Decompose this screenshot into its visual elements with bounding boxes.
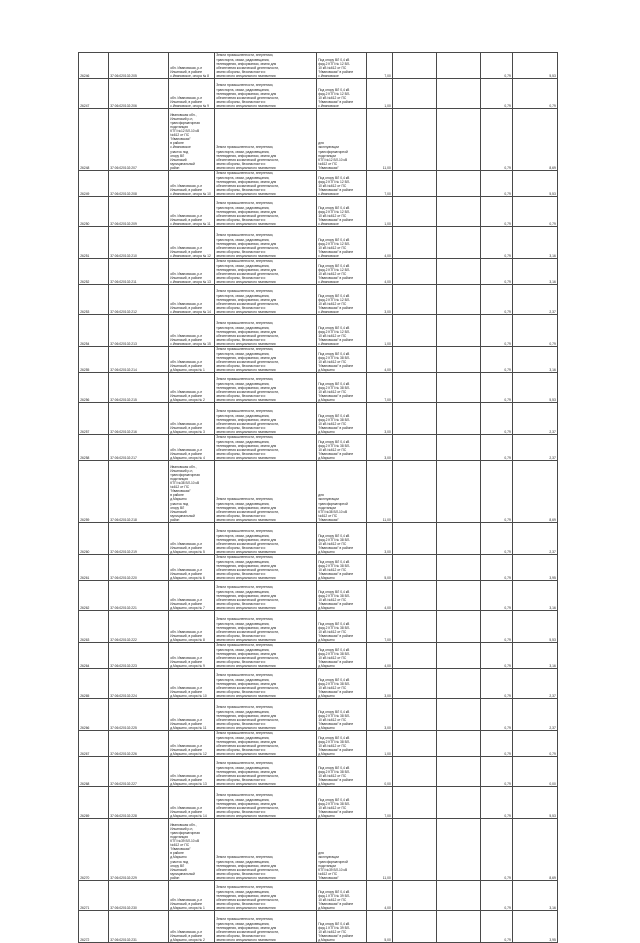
rate-cell: 0,79 <box>481 757 513 787</box>
table-row <box>79 523 558 555</box>
address-cell: обл. Ивановская, р-н Ильинский, в районе д.Марьино, опора № 14 <box>169 787 215 819</box>
amount-cell: 3,95 <box>513 911 558 943</box>
permitted-use-cell: Под опору ВЛ 0,4 кВ фид.2 КТП № 38 ВЛ- 10 кВ №612 от ПС "Ивановская" в районе д.Марьино <box>317 611 367 643</box>
empty-cell <box>437 757 481 787</box>
area-cell: 7,00 <box>367 53 393 79</box>
permitted-use-cell: Под опору ВЛ 0,4 кВ фид.2 КТП № 38 ВЛ- 10 кВ №612 от ПС "Ивановская" в районе д.Марьино <box>317 523 367 555</box>
rate-cell: 0,79 <box>481 197 513 227</box>
cadastral-number: 37:06:020102:231 <box>109 911 169 943</box>
empty-cell <box>393 731 437 757</box>
amount-cell: 2,37 <box>513 669 558 699</box>
area-cell: 4,00 <box>367 347 393 373</box>
amount-cell: 2,37 <box>513 435 558 461</box>
address-cell: обл. Ивановская, р-н Ильинский, в районе с.Ивановское, опора № 15 <box>169 315 215 347</box>
permitted-use-cell: Под опору ВЛ 0,4 кВ фид.2 КТП № 12 ВЛ- 10 кВ №612 от ПС "Ивановская" в районе с.Ивановское <box>317 285 367 315</box>
rate-cell: 0,79 <box>481 669 513 699</box>
row-number: 26265 <box>79 669 109 699</box>
row-number: 26253 <box>79 285 109 315</box>
amount-cell: 3,16 <box>513 347 558 373</box>
table-row <box>79 285 558 315</box>
permitted-use-cell: Под опору ВЛ 0,4 кВ фид.2 КТП № 38 ВЛ- 10 кВ №612 от ПС "Ивановская" в районе д.Марьино <box>317 347 367 373</box>
rate-cell: 0,79 <box>481 285 513 315</box>
land-category-cell: Земли промышленности, энергетики, транспорта, связи, радиовещания, телевидения, информатики, земли для обеспечения космической деятельности, земли обороны, безопасности и земли иного специального назначения <box>215 109 317 171</box>
permitted-use-cell: Под опору ВЛ 0,4 кВ фид.2 КТП № 12 ВЛ- 10 кВ №612 от ПС "Ивановская" в районе с.Ивановское <box>317 227 367 259</box>
empty-cell <box>393 581 437 611</box>
address-cell: обл. Ивановская, р-н Ильинский, в районе д.Марьино, опора № 5 <box>169 523 215 555</box>
rate-cell: 0,79 <box>481 435 513 461</box>
empty-cell <box>393 171 437 197</box>
permitted-use-cell: Под опору ВЛ 0,4 кВ фид.2 КТП № 12 ВЛ- 10 кВ №612 от ПС "Ивановская" в районе с.Ивановское <box>317 315 367 347</box>
area-cell: 4,00 <box>367 881 393 911</box>
empty-cell <box>393 403 437 435</box>
cadastral-number: 37:06:020102:220 <box>109 555 169 581</box>
row-number: 26248 <box>79 109 109 171</box>
row-number: 26271 <box>79 881 109 911</box>
empty-cell <box>393 757 437 787</box>
row-number: 26272 <box>79 911 109 943</box>
rate-cell: 0,79 <box>481 523 513 555</box>
amount-cell: 5,53 <box>513 373 558 403</box>
rate-cell: 0,79 <box>481 79 513 109</box>
cadastral-number: 37:06:020102:225 <box>109 699 169 731</box>
amount-cell: 2,37 <box>513 699 558 731</box>
empty-cell <box>437 373 481 403</box>
row-number: 26255 <box>79 347 109 373</box>
amount-cell: 0,79 <box>513 731 558 757</box>
area-cell: 3,00 <box>367 285 393 315</box>
empty-cell <box>393 79 437 109</box>
rate-cell: 0,79 <box>481 373 513 403</box>
area-cell: 7,00 <box>367 171 393 197</box>
cadastral-number: 37:06:020102:222 <box>109 611 169 643</box>
empty-cell <box>437 787 481 819</box>
land-category-cell: Земли промышленности, энергетики, транспорта, связи, радиовещания, телевидения, информатики, земли для обеспечения космической деятельности, земли обороны, безопасности и земли иного специального назначения <box>215 819 317 881</box>
empty-cell <box>437 555 481 581</box>
address-cell: обл. Ивановская, р-н Ильинский, в районе д.Марьино, опора № 13 <box>169 757 215 787</box>
empty-cell <box>437 643 481 669</box>
land-category-cell: Земли промышленности, энергетики, транспорта, связи, радиовещания, телевидения, информатики, земли для обеспечения космической деятельности, земли обороны, безопасности и земли иного специального назначения <box>215 197 317 227</box>
rate-cell: 0,79 <box>481 403 513 435</box>
empty-cell <box>393 435 437 461</box>
address-cell: обл. Ивановская, р-н Ильинский, в районе д.Марьино, опора № 1 <box>169 881 215 911</box>
table-row <box>79 911 558 943</box>
cadastral-number: 37:06:020102:227 <box>109 757 169 787</box>
row-number: 26247 <box>79 79 109 109</box>
area-cell: 1,00 <box>367 315 393 347</box>
permitted-use-cell: для эксплуатации трансформаторной подстанции КТП №39 ВЛ-10 кВ №612 от ПС "Ивановская" <box>317 819 367 881</box>
permitted-use-cell: Под опору ВЛ 0,4 кВ фид.2 КТП № 38 ВЛ- 10 кВ №612 от ПС "Ивановская" в районе д.Марьино <box>317 669 367 699</box>
address-cell: обл. Ивановская, р-н Ильинский, в районе с.Ивановское, опора № 9 <box>169 79 215 109</box>
area-cell: 3,00 <box>367 435 393 461</box>
land-category-cell: Земли промышленности, энергетики, транспорта, связи, радиовещания, телевидения, информатики, земли для обеспечения космической деятельности, земли обороны, безопасности и земли иного специального назначения <box>215 669 317 699</box>
empty-cell <box>437 881 481 911</box>
land-category-cell: Земли промышленности, энергетики, транспорта, связи, радиовещания, телевидения, информатики, земли для обеспечения космической деятельности, земли обороны, безопасности и земли иного специального назначения <box>215 555 317 581</box>
permitted-use-cell: Под опору ВЛ 0,4 кВ фид.2 КТП № 12 ВЛ- 10 кВ №612 от ПС "Ивановская" в районе с.Ивановское <box>317 259 367 285</box>
address-cell: обл. Ивановская, р-н Ильинский, в районе д.Марьино, опора № 2 <box>169 911 215 943</box>
area-cell: 0,00 <box>367 757 393 787</box>
address-cell: обл. Ивановская, р-н Ильинский, в районе д.Марьино, опора № 9 <box>169 643 215 669</box>
empty-cell <box>393 461 437 523</box>
permitted-use-cell: Под опору ВЛ 0,4 кВ фид.2 КТП № 38 ВЛ- 10 кВ №612 от ПС "Ивановская" в районе д.Марьино <box>317 581 367 611</box>
amount-cell: 5,53 <box>513 611 558 643</box>
amount-cell: 5,53 <box>513 787 558 819</box>
empty-cell <box>393 669 437 699</box>
table-row <box>79 819 558 881</box>
area-cell: 4,00 <box>367 259 393 285</box>
row-number: 26259 <box>79 461 109 523</box>
cadastral-number: 37:06:020102:213 <box>109 315 169 347</box>
rate-cell: 0,79 <box>481 315 513 347</box>
amount-cell: 0,79 <box>513 315 558 347</box>
address-cell: Ивановская обл., Ильинский р-н, трансформаторная подстанция КТП №12 ВЛ-10 кВ №612 от ПС "Ивановская" в районе с.Ивановское участок под опору ВЛ Ильинский муниципальный район <box>169 109 215 171</box>
rate-cell: 0,79 <box>481 53 513 79</box>
row-number: 26260 <box>79 523 109 555</box>
permitted-use-cell: Под опору ВЛ 0,4 кВ фид.2 КТП № 38 ВЛ- 10 кВ №612 от ПС "Ивановская" в районе д.Марьино <box>317 699 367 731</box>
amount-cell: 3,16 <box>513 643 558 669</box>
address-cell: обл. Ивановская, р-н Ильинский, в районе с.Ивановское, опора № 14 <box>169 285 215 315</box>
rate-cell: 0,79 <box>481 347 513 373</box>
area-cell: 1,00 <box>367 79 393 109</box>
amount-cell: 2,37 <box>513 403 558 435</box>
permitted-use-cell: для эксплуатации трансформаторной подстанции КТП №38 ВЛ-10 кВ №612 от ПС "Ивановская" <box>317 461 367 523</box>
cadastral-number: 37:06:020102:212 <box>109 285 169 315</box>
cadastral-number: 37:06:020102:206 <box>109 79 169 109</box>
empty-cell <box>393 53 437 79</box>
rate-cell: 0,79 <box>481 911 513 943</box>
row-number: 26266 <box>79 699 109 731</box>
amount-cell: 5,53 <box>513 171 558 197</box>
empty-cell <box>393 197 437 227</box>
address-cell: обл. Ивановская, р-н Ильинский, в районе д.Марьино, опора № 7 <box>169 581 215 611</box>
rate-cell: 0,79 <box>481 699 513 731</box>
rate-cell: 0,79 <box>481 555 513 581</box>
rate-cell: 0,79 <box>481 611 513 643</box>
land-category-cell: Земли промышленности, энергетики, транспорта, связи, радиовещания, телевидения, информатики, земли для обеспечения космической деятельности, земли обороны, безопасности и земли иного специального назначения <box>215 79 317 109</box>
empty-cell <box>393 819 437 881</box>
empty-cell <box>393 227 437 259</box>
cadastral-number: 37:06:020102:221 <box>109 581 169 611</box>
table-row <box>79 699 558 731</box>
address-cell: обл. Ивановская, р-н Ильинский, в районе д.Марьино, опора № 4 <box>169 435 215 461</box>
empty-cell <box>437 819 481 881</box>
land-category-cell: Земли промышленности, энергетики, транспорта, связи, радиовещания, телевидения, информатики, земли для обеспечения космической деятельности, земли обороны, безопасности и земли иного специального назначения <box>215 285 317 315</box>
area-cell: 7,00 <box>367 611 393 643</box>
empty-cell <box>393 881 437 911</box>
empty-cell <box>437 581 481 611</box>
empty-cell <box>437 285 481 315</box>
empty-cell <box>437 669 481 699</box>
table-row <box>79 881 558 911</box>
empty-cell <box>437 461 481 523</box>
table-body <box>79 53 558 943</box>
table-row <box>79 53 558 79</box>
address-cell: обл. Ивановская, р-н Ильинский, в районе с.Ивановское, опора № 10 <box>169 171 215 197</box>
table-row <box>79 403 558 435</box>
land-category-cell: Земли промышленности, энергетики, транспорта, связи, радиовещания, телевидения, информатики, земли для обеспечения космической деятельности, земли обороны, безопасности и земли иного специального назначения <box>215 643 317 669</box>
area-cell: 7,00 <box>367 373 393 403</box>
permitted-use-cell: Под опору ВЛ 0,4 кВ фид.1 КТП № 39 ВЛ- 10 кВ №612 от ПС "Ивановская" в районе д.Марьино <box>317 911 367 943</box>
address-cell: Ивановская обл., Ильинский р-н, трансформаторная подстанция КТП №39 ВЛ-10 кВ №612 от ПС "Ивановская" в районе д.Марьино участок под опору ВЛ Ильинский муниципальный район <box>169 819 215 881</box>
empty-cell <box>393 555 437 581</box>
land-category-cell: Земли промышленности, энергетики, транспорта, связи, радиовещания, телевидения, информатики, земли для обеспечения космической деятельности, земли обороны, безопасности и земли иного специального назначения <box>215 315 317 347</box>
permitted-use-cell: Под опору ВЛ 0,4 кВ фид.2 КТП № 38 ВЛ- 10 кВ №612 от ПС "Ивановская" в районе д.Марьино <box>317 757 367 787</box>
empty-cell <box>437 197 481 227</box>
permitted-use-cell: Под опору ВЛ 0,4 кВ фид.2 КТП № 12 ВЛ- 10 кВ №612 от ПС "Ивановская" в районе с.Ивановское <box>317 171 367 197</box>
land-category-cell: Земли промышленности, энергетики, транспорта, связи, радиовещания, телевидения, информатики, земли для обеспечения космической деятельности, земли обороны, безопасности и земли иного специального назначения <box>215 347 317 373</box>
table-row <box>79 461 558 523</box>
cadastral-number: 37:06:020102:209 <box>109 197 169 227</box>
row-number: 26263 <box>79 611 109 643</box>
row-number: 26269 <box>79 787 109 819</box>
amount-cell: 8,69 <box>513 461 558 523</box>
empty-cell <box>393 259 437 285</box>
amount-cell: 0,00 <box>513 757 558 787</box>
table-row <box>79 347 558 373</box>
empty-cell <box>393 911 437 943</box>
area-cell: 11,00 <box>367 109 393 171</box>
empty-cell <box>437 53 481 79</box>
permitted-use-cell: Под опору ВЛ 0,4 кВ фид.2 КТП № 38 ВЛ- 10 кВ №612 от ПС "Ивановская" в районе д.Марьино <box>317 373 367 403</box>
empty-cell <box>393 523 437 555</box>
cadastral-number: 37:06:020102:210 <box>109 227 169 259</box>
land-category-cell: Земли промышленности, энергетики, транспорта, связи, радиовещания, телевидения, информатики, земли для обеспечения космической деятельности, земли обороны, безопасности и земли иного специального назначения <box>215 787 317 819</box>
rate-cell: 0,79 <box>481 259 513 285</box>
address-cell: обл. Ивановская, р-н Ильинский, в районе д.Марьино, опора № 2 <box>169 373 215 403</box>
address-cell: обл. Ивановская, р-н Ильинский, в районе д.Марьино, опора № 10 <box>169 669 215 699</box>
permitted-use-cell: Под опору ВЛ 0,4 кВ фид.2 КТП № 12 ВЛ- 10 кВ №612 от ПС "Ивановская" в районе с.Ивановское <box>317 53 367 79</box>
address-cell: обл. Ивановская, р-н Ильинский, в районе д.Марьино, опора № 12 <box>169 731 215 757</box>
table-row <box>79 79 558 109</box>
empty-cell <box>437 171 481 197</box>
rate-cell: 0,79 <box>481 109 513 171</box>
table-row <box>79 227 558 259</box>
amount-cell: 5,53 <box>513 53 558 79</box>
cadastral-number: 37:06:020102:217 <box>109 435 169 461</box>
empty-cell <box>437 611 481 643</box>
row-number: 26258 <box>79 435 109 461</box>
row-number: 26251 <box>79 227 109 259</box>
address-cell: обл. Ивановская, р-н Ильинский, в районе с.Ивановское, опора № 13 <box>169 259 215 285</box>
land-category-cell: Земли промышленности, энергетики, транспорта, связи, радиовещания, телевидения, информатики, земли для обеспечения космической деятельности, земли обороны, безопасности и земли иного специального назначения <box>215 911 317 943</box>
table-row <box>79 731 558 757</box>
amount-cell: 2,37 <box>513 523 558 555</box>
empty-cell <box>393 285 437 315</box>
area-cell: 4,00 <box>367 581 393 611</box>
cadastral-number: 37:06:020102:211 <box>109 259 169 285</box>
rate-cell: 0,79 <box>481 461 513 523</box>
row-number: 26254 <box>79 315 109 347</box>
empty-cell <box>437 435 481 461</box>
address-cell: обл. Ивановская, р-н Ильинский, в районе с.Ивановское, опора № 12 <box>169 227 215 259</box>
row-number: 26257 <box>79 403 109 435</box>
permitted-use-cell: Под опору ВЛ 0,4 кВ фид.2 КТП № 38 ВЛ- 10 кВ №612 от ПС "Ивановская" в районе д.Марьино <box>317 403 367 435</box>
area-cell: 3,00 <box>367 523 393 555</box>
empty-cell <box>393 347 437 373</box>
cadastral-number: 37:06:020102:229 <box>109 819 169 881</box>
amount-cell: 3,16 <box>513 881 558 911</box>
land-category-cell: Земли промышленности, энергетики, транспорта, связи, радиовещания, телевидения, информатики, земли для обеспечения космической деятельности, земли обороны, безопасности и земли иного специального назначения <box>215 227 317 259</box>
table-row <box>79 197 558 227</box>
row-number: 26261 <box>79 555 109 581</box>
row-number: 26246 <box>79 53 109 79</box>
table-row <box>79 581 558 611</box>
rate-cell: 0,79 <box>481 881 513 911</box>
amount-cell: 0,79 <box>513 79 558 109</box>
address-cell: обл. Ивановская, р-н Ильинский, в районе с.Ивановское, опора № 11 <box>169 197 215 227</box>
permitted-use-cell: Под опору ВЛ 0,4 кВ фид.2 КТП № 12 ВЛ- 10 кВ №612 от ПС "Ивановская" в районе с.Ивановское <box>317 79 367 109</box>
amount-cell: 3,16 <box>513 581 558 611</box>
address-cell: обл. Ивановская, р-н Ильинский, в районе д.Марьино, опора № 6 <box>169 555 215 581</box>
empty-cell <box>437 315 481 347</box>
empty-cell <box>393 643 437 669</box>
amount-cell: 2,37 <box>513 285 558 315</box>
empty-cell <box>437 347 481 373</box>
empty-cell <box>437 227 481 259</box>
row-number: 26256 <box>79 373 109 403</box>
row-number: 26262 <box>79 581 109 611</box>
area-cell: 3,00 <box>367 669 393 699</box>
amount-cell: 3,95 <box>513 555 558 581</box>
area-cell: 7,00 <box>367 787 393 819</box>
land-category-cell: Земли промышленности, энергетики, транспорта, связи, радиовещания, телевидения, информатики, земли для обеспечения космической деятельности, земли обороны, безопасности и земли иного специального назначения <box>215 523 317 555</box>
empty-cell <box>393 315 437 347</box>
table-row <box>79 611 558 643</box>
table-row <box>79 669 558 699</box>
empty-cell <box>437 259 481 285</box>
empty-cell <box>437 699 481 731</box>
land-category-cell: Земли промышленности, энергетики, транспорта, связи, радиовещания, телевидения, информатики, земли для обеспечения космической деятельности, земли обороны, безопасности и земли иного специального назначения <box>215 435 317 461</box>
cadastral-number: 37:06:020102:226 <box>109 731 169 757</box>
permitted-use-cell: Под опору ВЛ 0,4 кВ фид.2 КТП № 38 ВЛ- 10 кВ №612 от ПС "Ивановская" в районе д.Марьино <box>317 731 367 757</box>
row-number: 26267 <box>79 731 109 757</box>
empty-cell <box>437 79 481 109</box>
area-cell: 11,00 <box>367 819 393 881</box>
row-number: 26252 <box>79 259 109 285</box>
land-category-cell: Земли промышленности, энергетики, транспорта, связи, радиовещания, телевидения, информатики, земли для обеспечения космической деятельности, земли обороны, безопасности и земли иного специального назначения <box>215 581 317 611</box>
cadastral-number: 37:06:020102:228 <box>109 787 169 819</box>
row-number: 26250 <box>79 197 109 227</box>
table-row <box>79 315 558 347</box>
area-cell: 5,00 <box>367 555 393 581</box>
empty-cell <box>437 109 481 171</box>
cadastral-number: 37:06:020102:207 <box>109 109 169 171</box>
cadastral-number: 37:06:020102:205 <box>109 53 169 79</box>
table-row <box>79 171 558 197</box>
land-category-cell: Земли промышленности, энергетики, транспорта, связи, радиовещания, телевидения, информатики, земли для обеспечения космической деятельности, земли обороны, безопасности и земли иного специального назначения <box>215 461 317 523</box>
cadastral-number: 37:06:020102:208 <box>109 171 169 197</box>
table-row <box>79 435 558 461</box>
address-cell: обл. Ивановская, р-н Ильинский, в районе д.Марьино, опора № 3 <box>169 403 215 435</box>
table-row <box>79 787 558 819</box>
permitted-use-cell: Под опору ВЛ 0,4 кВ фид.1 КТП № 39 ВЛ- 10 кВ №612 от ПС "Ивановская" в районе д.Марьино <box>317 881 367 911</box>
cadastral-number: 37:06:020102:218 <box>109 461 169 523</box>
area-cell: 3,00 <box>367 699 393 731</box>
area-cell: 4,00 <box>367 227 393 259</box>
land-category-cell: Земли промышленности, энергетики, транспорта, связи, радиовещания, телевидения, информатики, земли для обеспечения космической деятельности, земли обороны, безопасности и земли иного специального назначения <box>215 731 317 757</box>
cadastral-number: 37:06:020102:223 <box>109 643 169 669</box>
land-registry-table <box>78 52 558 943</box>
empty-cell <box>393 787 437 819</box>
land-category-cell: Земли промышленности, энергетики, транспорта, связи, радиовещания, телевидения, информатики, земли для обеспечения космической деятельности, земли обороны, безопасности и земли иного специального назначения <box>215 757 317 787</box>
cadastral-number: 37:06:020102:224 <box>109 669 169 699</box>
row-number: 26268 <box>79 757 109 787</box>
amount-cell: 3,16 <box>513 259 558 285</box>
empty-cell <box>437 911 481 943</box>
rate-cell: 0,79 <box>481 731 513 757</box>
area-cell: 4,00 <box>367 643 393 669</box>
empty-cell <box>437 523 481 555</box>
table-row <box>79 109 558 171</box>
row-number: 26270 <box>79 819 109 881</box>
empty-cell <box>437 403 481 435</box>
table-row <box>79 555 558 581</box>
cadastral-number: 37:06:020102:216 <box>109 403 169 435</box>
table-row <box>79 259 558 285</box>
permitted-use-cell: для эксплуатации трансформаторной подстанции КТП №12 ВЛ-10 кВ №612 от ПС "Ивановская" <box>317 109 367 171</box>
table-row <box>79 757 558 787</box>
cadastral-number: 37:06:020102:219 <box>109 523 169 555</box>
row-number: 26249 <box>79 171 109 197</box>
empty-cell <box>393 699 437 731</box>
table-row <box>79 643 558 669</box>
permitted-use-cell: Под опору ВЛ 0,4 кВ фид.2 КТП № 38 ВЛ- 10 кВ №612 от ПС "Ивановская" в районе д.Марьино <box>317 555 367 581</box>
area-cell: 11,00 <box>367 461 393 523</box>
row-number: 26264 <box>79 643 109 669</box>
cadastral-number: 37:06:020102:230 <box>109 881 169 911</box>
land-category-cell: Земли промышленности, энергетики, транспорта, связи, радиовещания, телевидения, информатики, земли для обеспечения космической деятельности, земли обороны, безопасности и земли иного специального назначения <box>215 403 317 435</box>
table-row <box>79 373 558 403</box>
area-cell: 1,00 <box>367 731 393 757</box>
area-cell: 5,00 <box>367 911 393 943</box>
land-category-cell: Земли промышленности, энергетики, транспорта, связи, радиовещания, телевидения, информатики, земли для обеспечения космической деятельности, земли обороны, безопасности и земли иного специального назначения <box>215 53 317 79</box>
permitted-use-cell: Под опору ВЛ 0,4 кВ фид.2 КТП № 38 ВЛ- 10 кВ №612 от ПС "Ивановская" в районе д.Марьино <box>317 643 367 669</box>
address-cell: обл. Ивановская, р-н Ильинский, в районе д.Марьино, опора № 1 <box>169 347 215 373</box>
cadastral-number: 37:06:020102:214 <box>109 347 169 373</box>
address-cell: обл. Ивановская, р-н Ильинский, в районе с.Ивановское, опора № 8 <box>169 53 215 79</box>
land-category-cell: Земли промышленности, энергетики, транспорта, связи, радиовещания, телевидения, информатики, земли для обеспечения космической деятельности, земли обороны, безопасности и земли иного специального назначения <box>215 611 317 643</box>
area-cell: 1,00 <box>367 197 393 227</box>
land-category-cell: Земли промышленности, энергетики, транспорта, связи, радиовещания, телевидения, информатики, земли для обеспечения космической деятельности, земли обороны, безопасности и земли иного специального назначения <box>215 699 317 731</box>
rate-cell: 0,79 <box>481 171 513 197</box>
empty-cell <box>393 109 437 171</box>
empty-cell <box>437 731 481 757</box>
rate-cell: 0,79 <box>481 787 513 819</box>
land-category-cell: Земли промышленности, энергетики, транспорта, связи, радиовещания, телевидения, информатики, земли для обеспечения космической деятельности, земли обороны, безопасности и земли иного специального назначения <box>215 373 317 403</box>
permitted-use-cell: Под опору ВЛ 0,4 кВ фид.2 КТП № 38 ВЛ- 10 кВ №612 от ПС "Ивановская" в районе д.Марьино <box>317 787 367 819</box>
permitted-use-cell: Под опору ВЛ 0,4 кВ фид.2 КТП № 12 ВЛ- 10 кВ №612 от ПС "Ивановская" в районе с.Ивановское <box>317 197 367 227</box>
land-category-cell: Земли промышленности, энергетики, транспорта, связи, радиовещания, телевидения, информатики, земли для обеспечения космической деятельности, земли обороны, безопасности и земли иного специального назначения <box>215 259 317 285</box>
rate-cell: 0,79 <box>481 819 513 881</box>
amount-cell: 3,16 <box>513 227 558 259</box>
empty-cell <box>393 611 437 643</box>
area-cell: 3,00 <box>367 403 393 435</box>
amount-cell: 8,69 <box>513 819 558 881</box>
rate-cell: 0,79 <box>481 643 513 669</box>
rate-cell: 0,79 <box>481 581 513 611</box>
cadastral-number: 37:06:020102:215 <box>109 373 169 403</box>
land-category-cell: Земли промышленности, энергетики, транспорта, связи, радиовещания, телевидения, информатики, земли для обеспечения космической деятельности, земли обороны, безопасности и земли иного специального назначения <box>215 171 317 197</box>
address-cell: обл. Ивановская, р-н Ильинский, в районе д.Марьино, опора № 11 <box>169 699 215 731</box>
permitted-use-cell: Под опору ВЛ 0,4 кВ фид.2 КТП № 38 ВЛ- 10 кВ №612 от ПС "Ивановская" в районе д.Марьино <box>317 435 367 461</box>
address-cell: обл. Ивановская, р-н Ильинский, в районе д.Марьино, опора № 8 <box>169 611 215 643</box>
land-category-cell: Земли промышленности, энергетики, транспорта, связи, радиовещания, телевидения, информатики, земли для обеспечения космической деятельности, земли обороны, безопасности и земли иного специального назначения <box>215 881 317 911</box>
empty-cell <box>393 373 437 403</box>
amount-cell: 8,69 <box>513 109 558 171</box>
address-cell: Ивановская обл., Ильинский р-н, трансформаторная подстанция КТП №38 ВЛ-10 кВ №612 от ПС "Ивановская" в районе д.Марьино участок под опору ВЛ Ильинский муниципальный район <box>169 461 215 523</box>
amount-cell: 0,79 <box>513 197 558 227</box>
rate-cell: 0,79 <box>481 227 513 259</box>
